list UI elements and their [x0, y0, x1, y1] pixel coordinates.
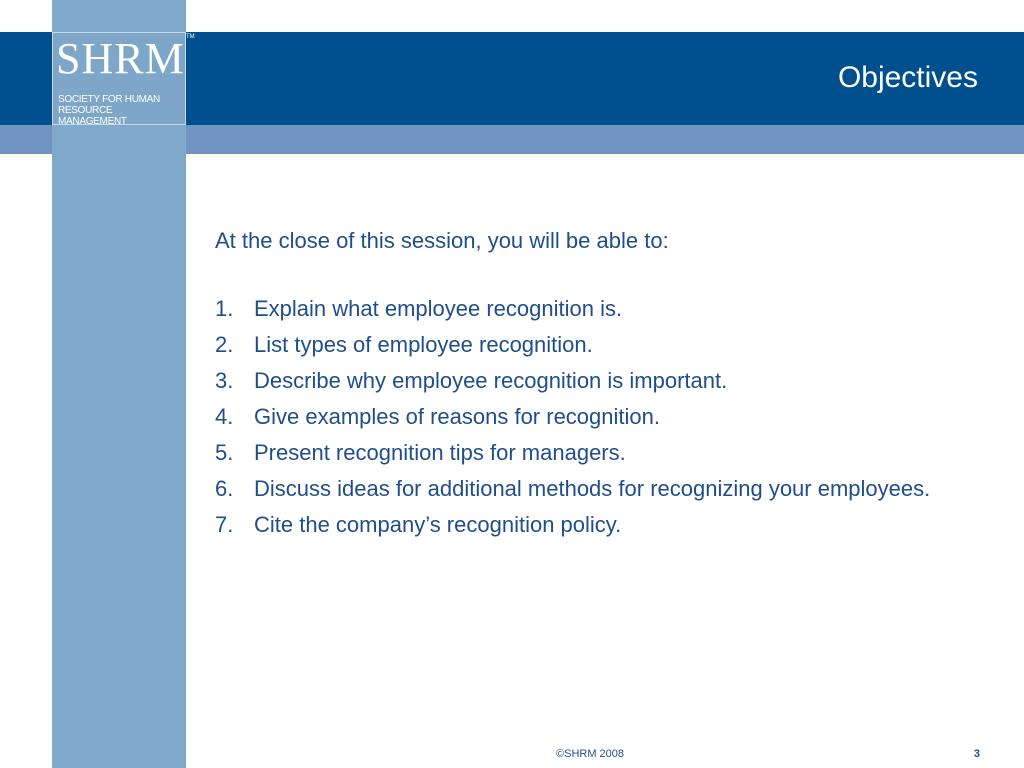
objective-item — [215, 476, 935, 502]
objective-number: 6. — [215, 476, 234, 501]
objective-number: 7. — [215, 512, 234, 537]
objective-item — [215, 440, 935, 466]
objective-item — [215, 512, 935, 538]
objectives-list — [215, 296, 935, 538]
objective-item — [215, 296, 935, 322]
objective-text: Explain what employee recognition is. — [254, 296, 623, 321]
objective-item — [215, 332, 935, 358]
trademark-mark: TM — [186, 34, 195, 40]
logo-subtitle — [58, 94, 182, 127]
objective-text: Give examples of reasons for recognition. — [254, 404, 660, 429]
logo-wordmark: SHRM — [56, 34, 185, 83]
objective-text: Discuss ideas for additional methods for recognizing your employees. — [254, 476, 931, 501]
intro-text: At the close of this session, you will be able to: — [215, 228, 669, 253]
objective-number: 1. — [215, 296, 234, 321]
objective-number: 5. — [215, 440, 234, 465]
logo-subtitle-line1: SOCIETY FOR HUMAN — [58, 94, 160, 105]
objective-number: 4. — [215, 404, 234, 429]
slide-content — [215, 228, 935, 548]
shrm-logo — [52, 32, 186, 125]
objective-item — [215, 404, 935, 430]
objective-text: List types of employee recognition. — [254, 332, 593, 357]
logo-subtitle-line2: RESOURCE MANAGEMENT — [58, 105, 127, 127]
objective-item — [215, 368, 935, 394]
objective-number: 3. — [215, 368, 234, 393]
objective-text: Cite the company’s recognition policy. — [254, 512, 622, 537]
objective-text: Present recognition tips for managers. — [254, 440, 626, 465]
page-number: 3 — [973, 748, 980, 760]
objective-text: Describe why employee recognition is important. — [254, 368, 728, 393]
slide-title: Objectives — [837, 61, 978, 94]
footer-copyright: ©SHRM 2008 — [556, 748, 625, 760]
objective-number: 2. — [215, 332, 234, 357]
